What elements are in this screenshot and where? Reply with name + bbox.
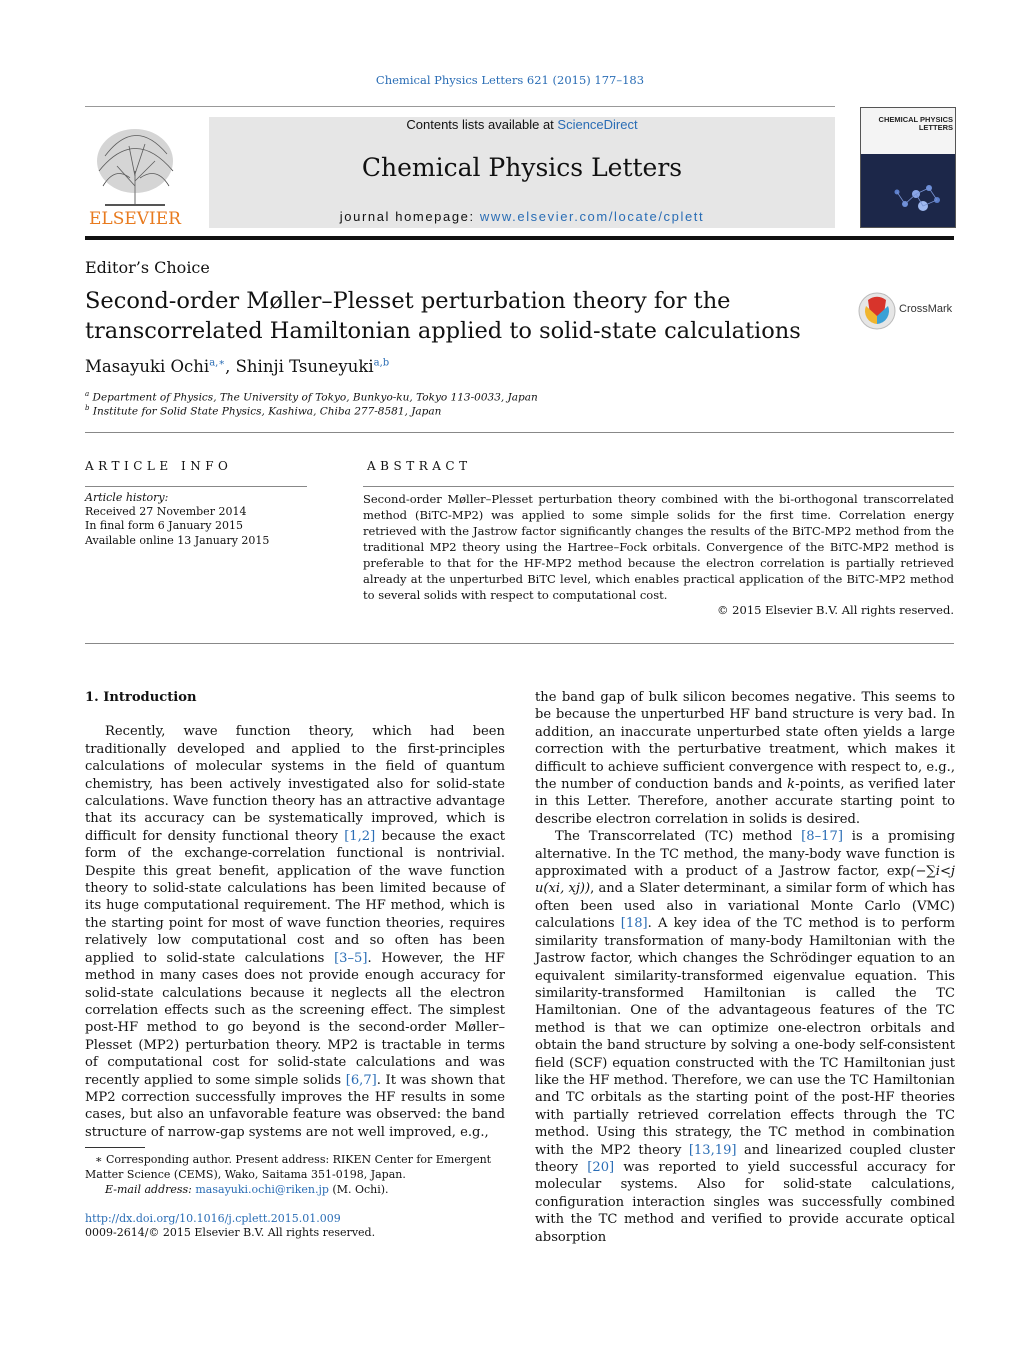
crossmark-icon [858, 292, 898, 330]
text-run: . It was shown that MP2 correction successfully improves the HF results in some cases, but also an unfavorable feature was observed: the band structure of narrow-gap systems are not well improved, e.g., [85, 1072, 505, 1140]
header-thick-divider [85, 236, 954, 240]
article-history [85, 491, 269, 548]
affiliation-b-mark: b [85, 404, 90, 412]
text-run: The Transcorrelated (TC) method [555, 829, 802, 845]
corresponding-author-note [85, 1152, 505, 1182]
citation-link[interactable]: [20] [587, 1159, 615, 1175]
paragraph-intro-1 [85, 723, 505, 1141]
footnote-text: Corresponding author. Present address: RIKEN Center for Emergent Matter Science (CEMS), Wako, Saitama 351-0198, Japan. [85, 1153, 492, 1181]
homepage-prefix: journal homepage: [339, 209, 480, 224]
abstract-heading: ABSTRACT [367, 459, 472, 473]
email-line [85, 1182, 505, 1197]
affiliation-b-text: Institute for Solid State Physics, Kashiwa, Chiba 277-8581, Japan [92, 405, 442, 418]
affiliation-b [85, 404, 441, 418]
article-info-divider [85, 486, 307, 487]
doi-link[interactable]: http://dx.doi.org/10.1016/j.cplett.2015.01.009 [85, 1212, 341, 1225]
affiliation-divider [85, 432, 954, 433]
footnote [85, 1152, 505, 1197]
crossmark-label: CrossMark [899, 303, 953, 315]
elsevier-logo [85, 116, 185, 228]
article-category: Editor’s Choice [85, 258, 210, 277]
text-run: was reported to yield successful accuracy for molecular systems. Also for solid-state calculations, configuration interaction singles was successfully combined with the TC method and verified to provide accurate optical absorption [535, 1159, 955, 1245]
email-link[interactable]: masayuki.ochi@riken.jp [195, 1183, 329, 1196]
text-run: and linearized coupled cluster theory [535, 1142, 956, 1175]
text-run: . However, the HF method in many cases does not provide enough accuracy for solid-state calculations because it neglects all the electron correlation effects such as the screening effect. The simplest post-HF method to go beyond is the second-order Møller–Plesset (MP2) perturbation theory. MP2 is tractable in terms of computational cost for solid-state calculations and was recently applied to some simple solids [85, 950, 506, 1088]
issn-line: 0009-2614/© 2015 Elsevier B.V. All rights reserved. [85, 1226, 376, 1239]
citation-link[interactable]: [6,7] [345, 1072, 377, 1088]
journal-citation[interactable]: Chemical Physics Letters 621 (2015) 177–183 [375, 73, 645, 87]
article-title [85, 286, 805, 346]
homepage-link[interactable]: www.elsevier.com/locate/cplett [479, 209, 705, 224]
k-symbol: k [787, 777, 796, 793]
author-2[interactable]: Shinji Tsuneyuki [235, 357, 374, 376]
abstract-copyright: © 2015 Elsevier B.V. All rights reserved. [717, 603, 954, 617]
cover-artwork [861, 154, 955, 227]
paragraph-intro-1-continued [535, 689, 955, 828]
text-run: the band gap of bulk silicon becomes negative. This seems to be because the unperturbed HF band structure is very bad. In addition, an inaccurate unperturbed state often yields a large correction with the perturbative treatment, which makes it difficult to achieve sufficient convergence with respect to, e.g., the number of conduction bands and [535, 690, 955, 793]
svg-text:ELSEVIER: ELSEVIER [89, 209, 181, 228]
body-column-right [535, 689, 955, 1246]
article-info-heading: ARTICLE INFO [85, 459, 233, 473]
footnote-divider [85, 1147, 145, 1148]
contents-line [209, 117, 835, 132]
author-1-affiliation-marks[interactable]: a,∗ [209, 357, 226, 369]
body-column-left [85, 689, 505, 1141]
journal-name: Chemical Physics Letters [361, 153, 683, 182]
received-date: Received 27 November 2014 [85, 505, 247, 519]
author-2-affiliation-marks[interactable]: a,b [373, 357, 390, 369]
text-run: . A key idea of the TC method is to perform similarity transformation of many-body Hamiltonian with the Jastrow factor, which changes the Schrödinger equation to an equivalent similarity-transformed eigenvalue equation. This similarity-transformed Hamiltonian is called the TC Hamiltonian. One of the advantageous features of the TC method is that we can optimize one-electron orbitals and obtain the band structure by solving a one-body self-consistent field (SCF) equation constructed with the TC Hamiltonian just like the HF method. Therefore, we can use the TC Hamiltonian and TC orbitals as the starting point of the post-HF theories with partially retrieved correlation effects through the TC method. Using this strategy, the TC method in combination with the MP2 theory [535, 916, 955, 1158]
affiliation-a-text: Department of Physics, The University of Tokyo, Bunkyo-ku, Tokyo 113-0033, Japan [92, 391, 538, 404]
final-form-date: In final form 6 January 2015 [85, 519, 243, 533]
online-date: Available online 13 January 2015 [85, 533, 270, 547]
citation-link[interactable]: [3–5] [334, 950, 368, 966]
author-list [85, 357, 389, 376]
section-heading: 1. Introduction [85, 690, 197, 705]
jastrow-formula: (−∑i<j u(xi, xj)) [535, 864, 955, 897]
cover-title: CHEMICAL PHYSICS LETTERS [878, 115, 953, 132]
abstract-bottom-divider [85, 643, 954, 644]
contents-prefix: Contents lists available at [406, 117, 558, 132]
affiliation-a-mark: a [85, 390, 90, 398]
title-line-1: Second-order Møller–Plesset perturbation theory for the [85, 288, 731, 314]
citation-link[interactable]: [13,19] [688, 1142, 737, 1158]
abstract-divider [363, 486, 954, 487]
journal-cover-thumbnail[interactable] [860, 107, 956, 228]
abstract-text: Second-order Møller–Plesset perturbation theory combined with the bi-orthogonal transcorrelated method (BiTC-MP2) was applied to some simple solids for the first time. Correlation energy retrieved with the Jastrow factor significantly changes the results of the BiTC-MP2 method from the traditional MP2 theory using the Hartree–Fock orbitals. Convergence of the BiTC-MP2 method is preferable to that for the HF-MP2 method because the electron correlation is partially retrieved already at the unperturbed BiTC level, which enables practical application of the BiTC-MP2 method to several solids with respect to computational cost. [363, 492, 954, 602]
homepage-line [209, 209, 835, 224]
text-run: because the exact form of the exchange-correlation functional is nontrivial. Despite this great benefit, application of the wave function theory to solid-state calculations has been limited because of its huge computational requirement. The HF method, which is the starting point for most of wave function theories, requires relatively low computational cost and so often has been applied to solid-state calculations [85, 828, 506, 966]
paragraph-intro-2 [535, 828, 955, 1246]
citation-link[interactable]: [8–17] [801, 829, 843, 845]
author-separator: , [225, 357, 236, 376]
text-run: is a promising alternative. In the TC method, the many-body wave function is approximated with a product of a Jastrow factor, exp [535, 829, 955, 880]
title-line-2: transcorrelated Hamiltonian applied to solid-state calculations [85, 318, 801, 344]
author-1[interactable]: Masayuki Ochi [85, 357, 210, 376]
sciencedirect-link[interactable]: ScienceDirect [557, 117, 638, 132]
citation-link[interactable]: [18] [620, 916, 648, 932]
footnote-mark: ∗ [95, 1153, 103, 1166]
header-divider [85, 106, 835, 107]
email-suffix: (M. Ochi). [328, 1183, 389, 1196]
history-label: Article history: [85, 491, 169, 504]
citation-link[interactable]: [1,2] [344, 828, 376, 844]
text-run: -points, as verified later in this Letter. Therefore, another accurate starting point to describe electron correlation in solids is desired. [535, 777, 955, 827]
text-run: Recently, wave function theory, which had been traditionally developed and applied to the first-principles calculations of molecular systems in the field of quantum chemistry, has been actively investigated also for solid-state calculations. Wave function theory has an attractive advantage that its accuracy can be systematically improved, which is difficult for density functional theory [85, 724, 505, 844]
affiliation-a [85, 390, 538, 404]
text-run: , and a Slater determinant, a similar form of which has often been used also in variational Monte Carlo (VMC) calculations [535, 881, 955, 932]
email-label: E-mail address: [105, 1183, 196, 1196]
